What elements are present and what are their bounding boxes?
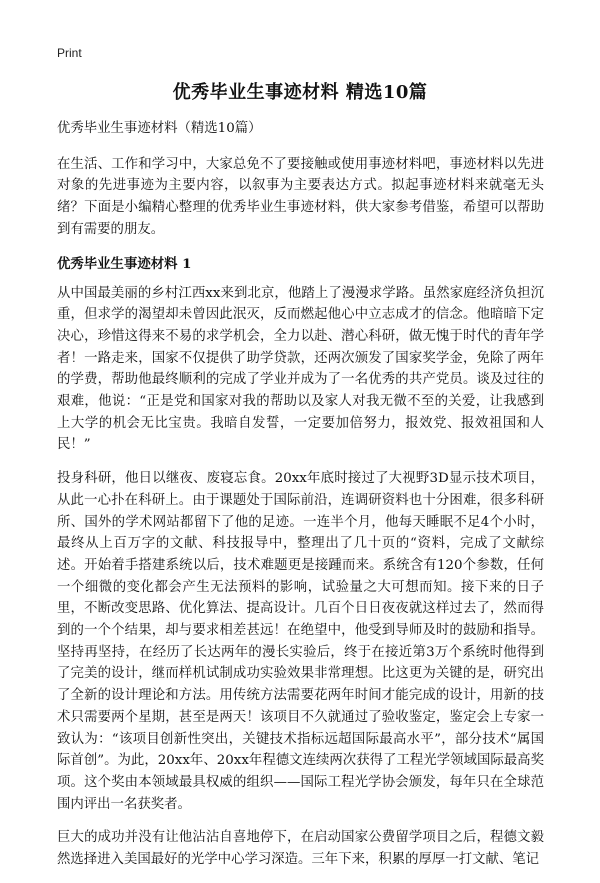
page-title: 优秀毕业生事迹材料 精选10篇 bbox=[172, 82, 428, 103]
print-link[interactable]: Print bbox=[57, 46, 82, 60]
article-subtitle: 优秀毕业生事迹材料（精选10篇） bbox=[57, 121, 262, 136]
body-paragraph-3: 巨大的成功并没有让他沾沾自喜地停下，在启动国家公费留学项目之后，程德文毅然选择进入美国最好的光学中心学习深造。三年下来，积累的厚厚一打文献、笔记 bbox=[57, 830, 544, 868]
body-paragraph-1: 从中国最美丽的乡村江西xx来到北京，他踏上了漫漫求学路。虽然家庭经济负担沉重，但求学的渴望却未曾因此泯灭，反而燃起他心中立志成才的信念。他暗暗下定决心，珍惜这得来不易的求学机会，全力以赴、潜心科研，做无愧于时代的青年学者！一路走来，国家不仅提供了助学贷款，还两次颁发了国家奖学金，免除了两年的学费，帮助他最终顺利的完成了学业并成为了一名优秀的共产党员。谈及过往的艰难，他说：“正是党和国家对我的帮助以及家人对我无微不至的关爱，让我感到上大学的机会无比宝贵。我暗自发誓，一定要加倍努力，报效党、报效祖国和人民！” bbox=[57, 285, 544, 453]
section-heading: 优秀毕业生事迹材料 1 bbox=[57, 255, 192, 272]
body-paragraph-2: 投身科研，他日以继夜、废寝忘食。20xx年底时接过了大视野3D显示技术项目，从此一心扑在科研上。由于课题处于国际前沿，连调研资料也十分困难，很多科研所、国外的学术网站都留下了他的足迹。一连半个月，他每天睡眠不足4个小时，最终从上百万字的文献、科技报导中，整理出了几十页的“资料，完成了文献综述。开始着手搭建系统以后，技术难题更是接踵而来。系统含有120个参数，任何一个细微的变化都会产生无法预料的影响，试验量之大可想而知。接下来的日子里，不断改变思路、优化算法、提高设计。几百个日日夜夜就这样过去了，然而得到的一个个结果，却与要求相差甚远！在绝望中，他受到导师及时的鼓励和指导。坚持再坚持，在经历了长达两年的漫长实验后，终于在接近第3万个系统时他得到了完美的设计，继而样机试制成功实验效果非常理想。比这更为关键的是，研究出了全新的设计理论和方法。用传统方法需要花两年时间才能完成的设计，用新的技术只需要两个星期，甚至是两天！该项目不久就通过了验收鉴定，鉴定会上专家一致认为：“该项目创新性突出，关键技术指标远超国际最高水平”，部分技术“属国际首创”。为此，20xx年、20xx年程德文连续两次获得了工程光学领域国际最高奖项。这个奖由本领域最具权威的组织——国际工程光学协会颁发，每年只在全球范围内评出一名获奖者。 bbox=[57, 471, 544, 812]
intro-paragraph: 在生活、工作和学习中，大家总免不了要接触或使用事迹材料吧，事迹材料以先进对象的先进事迹为主要内容，以叙事为主要表达方式。拟起事迹材料来就毫无头绪？下面是小编精心整理的优秀毕业生事迹材料，供大家参考借鉴，希望可以帮助到有需要的朋友。 bbox=[57, 156, 544, 237]
article-body bbox=[57, 118, 544, 883]
